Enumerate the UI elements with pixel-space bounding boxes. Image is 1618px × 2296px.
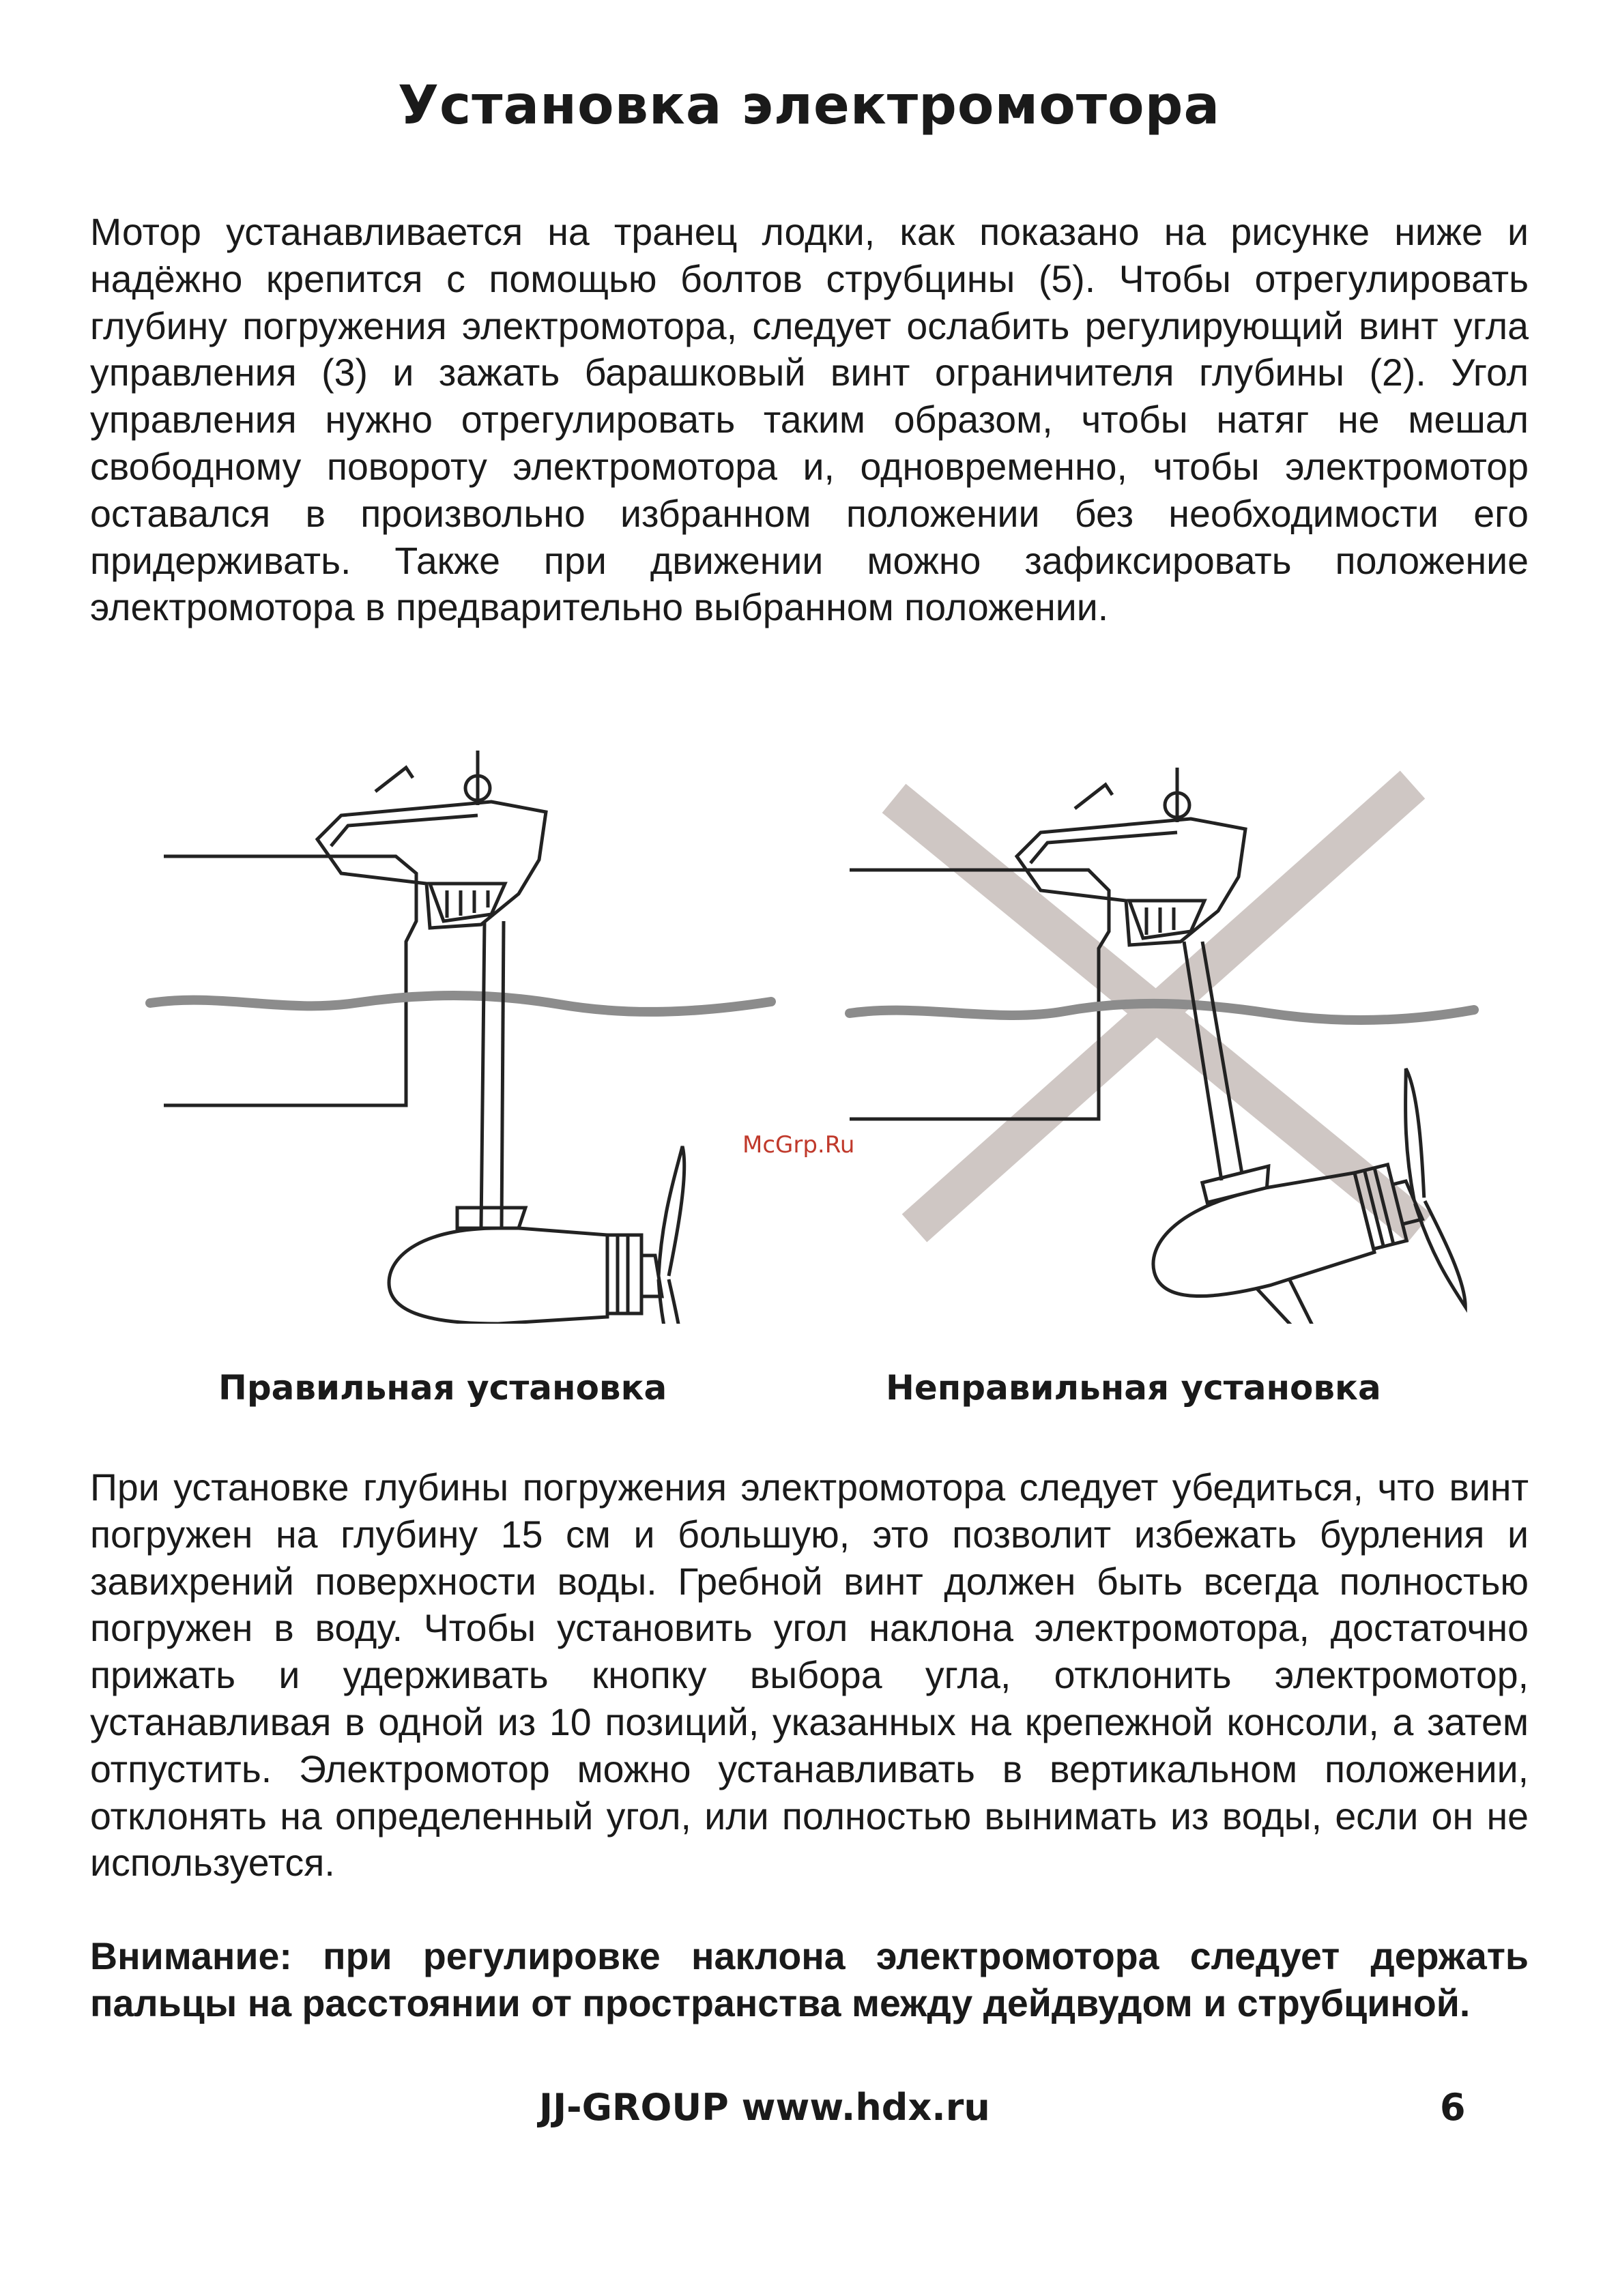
caption-incorrect: Неправильная установка [886, 1368, 1381, 1408]
mount-bracket [317, 751, 546, 928]
motor-shaft [481, 921, 504, 1228]
warning-paragraph: Внимание: при регулировке наклона электромотора следует держать пальцы на расстоянии от пространства между дейдвудом и струбциной. [90, 1935, 1529, 2024]
intro-paragraph: Мотор устанавливается на транец лодки, как показано на рисунке ниже и надёжно крепится с помощью болтов струбцины (5). Чтобы отрегулировать глубину погружения электромотора, следует ослабить регулирующий винт угла управления (3) и зажать барашковый винт ограничителя глубины (2). Угол управления нужно отрегулировать таким образом, чтобы натяг не мешал свободному повороту электромотора и, одновременно, чтобы электромотор оставался в произвольно избранном положении без необходимости его придерживать. Также при движении можно зафиксировать положение электромотора в предварительно выбранном положении. [90, 211, 1529, 629]
footer-brand: JJ-GROUP www.hdx.ru [539, 2086, 990, 2129]
boat-hull [164, 856, 416, 1105]
motor-body [389, 1146, 684, 1324]
depth-paragraph: При установке глубины погружения электромотора следует убедиться, что винт погружен на глубину 15 см и большую, это позволит избежать бурления и завихрений поверхности воды. Гребной винт должен быть всегда полностью погружен в воду. Чтобы установить угол наклона электромотора, достаточно прижать и удерживать кнопку выбора угла, отклонить электромотор, устанавливая в одной из 10 позиций, указанных на крепежной консоли, а затем отпустить. Электромотор можно устанавливать в вертикальном положении, отклонять на определенный угол, или полностью вынимать из воды, если он не используется. [90, 1466, 1529, 1885]
correct-installation-figure [136, 737, 792, 1324]
watermark: McGrp.Ru [742, 1131, 855, 1159]
caption-correct: Правильная установка [218, 1368, 667, 1408]
page-title: Установка электромотора [397, 75, 1221, 136]
water-line [150, 996, 771, 1012]
incorrect-installation-figure [819, 737, 1515, 1324]
page-number: 6 [1440, 2086, 1466, 2129]
